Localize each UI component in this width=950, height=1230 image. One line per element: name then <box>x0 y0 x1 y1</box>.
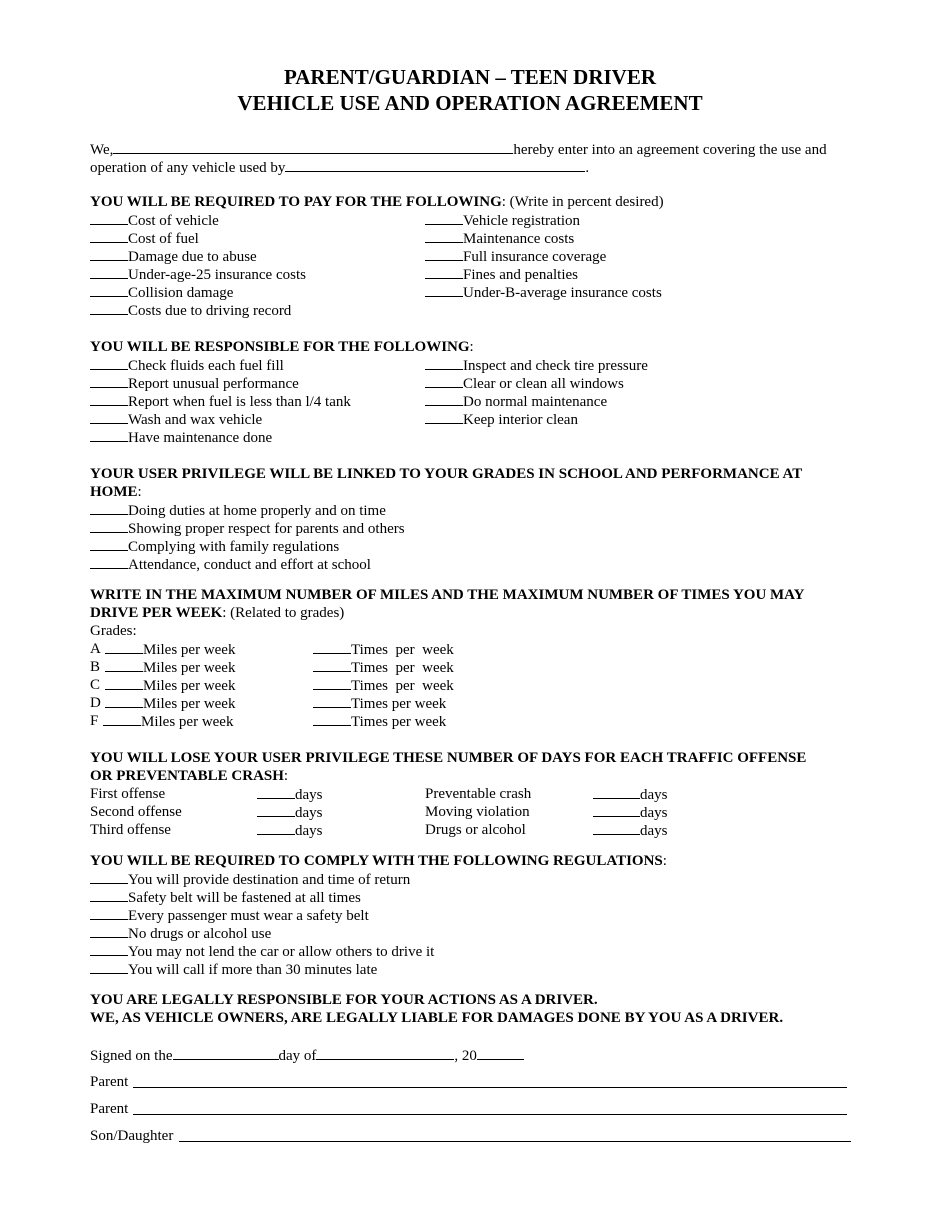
grades-label: Grades: <box>90 623 137 639</box>
list-item <box>425 283 825 301</box>
miles-heading-1: WRITE IN THE MAXIMUM NUMBER OF MILES AND THE MAXIMUM NUMBER OF TIMES YOU MAY <box>90 587 805 603</box>
miles-note: : (Related to grades) <box>222 605 345 621</box>
pay-left-column <box>90 211 425 319</box>
list-item <box>425 247 825 265</box>
days-label: days <box>640 823 668 839</box>
item-label: Collision damage <box>128 285 234 301</box>
item-label: You will call if more than 30 minutes late <box>128 962 378 978</box>
list-item <box>90 888 850 906</box>
agreement-form <box>90 64 850 1154</box>
signature-block <box>90 1046 850 1154</box>
signed-on-label: Signed on the <box>90 1048 173 1064</box>
list-item <box>90 211 425 229</box>
list-item <box>425 374 825 392</box>
list-item <box>425 229 825 247</box>
times-label: Times per week <box>351 660 454 676</box>
percent-blank[interactable] <box>425 265 463 279</box>
list-item <box>90 428 425 446</box>
miles-label: Miles per week <box>141 714 234 730</box>
days-blank[interactable] <box>593 803 640 817</box>
item-label: Damage due to abuse <box>128 249 257 265</box>
miles-blank[interactable] <box>105 640 143 654</box>
parent-signature-line-1 <box>90 1073 850 1100</box>
pay-right-column <box>425 211 825 319</box>
days-label: days <box>295 823 323 839</box>
names-blank[interactable] <box>113 140 513 154</box>
check-blank[interactable] <box>90 501 128 515</box>
check-blank[interactable] <box>425 356 463 370</box>
list-item <box>90 942 850 960</box>
item-label: Doing duties at home properly and on time <box>128 503 386 519</box>
table-row <box>90 694 850 712</box>
list-item <box>90 870 850 888</box>
days-blank[interactable] <box>257 803 295 817</box>
responsible-section <box>90 338 850 446</box>
check-blank[interactable] <box>90 870 128 884</box>
item-label: Under-B-average insurance costs <box>463 285 662 301</box>
item-label: Full insurance coverage <box>463 249 607 265</box>
title-line-2: VEHICLE USE AND OPERATION AGREEMENT <box>237 91 703 115</box>
table-row <box>90 821 850 839</box>
times-blank[interactable] <box>313 658 351 672</box>
item-label: Inspect and check tire pressure <box>463 358 648 374</box>
table-row <box>90 785 850 803</box>
item-label: Wash and wax vehicle <box>128 412 263 428</box>
title-line-1: PARENT/GUARDIAN – TEEN DRIVER <box>283 65 656 89</box>
miles-blank[interactable] <box>103 712 141 726</box>
list-item <box>90 229 425 247</box>
legal-notice <box>90 991 850 1027</box>
parent-signature-line-2 <box>90 1100 850 1127</box>
days-blank[interactable] <box>257 821 295 835</box>
days-blank[interactable] <box>593 785 640 799</box>
percent-blank[interactable] <box>425 247 463 261</box>
comply-heading: YOU WILL BE REQUIRED TO COMPLY WITH THE FOLLOWING REGULATIONS <box>90 853 663 869</box>
times-label: Times per week <box>351 696 447 712</box>
grade-letter: C <box>90 677 101 693</box>
intro-operation: operation of any vehicle used by <box>90 160 286 176</box>
table-row <box>90 676 850 694</box>
times-blank[interactable] <box>313 640 351 654</box>
son-daughter-signature-line <box>90 1127 850 1154</box>
percent-blank[interactable] <box>425 229 463 243</box>
check-blank[interactable] <box>90 924 128 938</box>
item-label: Keep interior clean <box>463 412 578 428</box>
list-item <box>90 519 850 537</box>
offense-label: Preventable crash <box>425 786 532 802</box>
percent-blank[interactable] <box>90 247 128 261</box>
miles-label: Miles per week <box>143 696 236 712</box>
days-label: days <box>295 805 323 821</box>
item-label: No drugs or alcohol use <box>128 926 272 942</box>
item-label: Fines and penalties <box>463 267 578 283</box>
list-item <box>90 537 850 555</box>
table-row <box>90 658 850 676</box>
year-blank[interactable] <box>477 1046 524 1060</box>
percent-blank[interactable] <box>425 283 463 297</box>
teen-name-blank[interactable] <box>285 158 585 172</box>
offense-label: Drugs or alcohol <box>425 822 526 838</box>
item-label: Attendance, conduct and effort at school <box>128 557 371 573</box>
miles-label: Miles per week <box>143 678 236 694</box>
item-label: Clear or clean all windows <box>463 376 624 392</box>
intro-enter: hereby enter into an agreement covering the use and <box>513 142 827 158</box>
day-of-label: day of <box>278 1048 317 1064</box>
offense-label: First offense <box>90 786 166 802</box>
percent-blank[interactable] <box>90 229 128 243</box>
check-blank[interactable] <box>90 410 128 424</box>
days-label: days <box>640 787 668 803</box>
check-blank[interactable] <box>90 356 128 370</box>
day-blank[interactable] <box>173 1046 279 1060</box>
page-title <box>90 64 850 116</box>
times-label: Times per week <box>351 714 447 730</box>
miles-label: Miles per week <box>143 660 236 676</box>
check-blank[interactable] <box>90 960 128 974</box>
son-daughter-signature-field[interactable] <box>179 1140 851 1142</box>
offense-label: Moving violation <box>425 804 530 820</box>
percent-blank[interactable] <box>90 283 128 297</box>
privilege-section <box>90 465 850 573</box>
responsible-right-column <box>425 356 825 446</box>
heading-colon: : <box>137 484 142 500</box>
list-item <box>90 501 850 519</box>
lose-heading-2: OR PREVENTABLE CRASH <box>90 768 284 784</box>
list-item <box>425 410 825 428</box>
parent-label: Parent <box>90 1101 129 1117</box>
privilege-heading-1: YOUR USER PRIVILEGE WILL BE LINKED TO YOUR GRADES IN SCHOOL AND PERFORMANCE AT <box>90 466 803 482</box>
list-item <box>90 374 425 392</box>
item-label: Cost of vehicle <box>128 213 219 229</box>
check-blank[interactable] <box>90 374 128 388</box>
intro-we: We, <box>90 142 114 158</box>
list-item <box>425 392 825 410</box>
item-label: Costs due to driving record <box>128 303 292 319</box>
item-label: Report unusual performance <box>128 376 299 392</box>
list-item <box>90 265 425 283</box>
list-item <box>90 301 425 319</box>
item-label: Complying with family regulations <box>128 539 340 555</box>
days-label: days <box>295 787 323 803</box>
percent-blank[interactable] <box>90 211 128 225</box>
grade-letter: A <box>90 641 101 657</box>
times-blank[interactable] <box>313 694 351 708</box>
lose-heading-1: YOU WILL LOSE YOUR USER PRIVILEGE THESE NUMBER OF DAYS FOR EACH TRAFFIC OFFENSE <box>90 750 807 766</box>
pay-note: : (Write in percent desired) <box>501 194 664 210</box>
times-label: Times per week <box>351 678 454 694</box>
offense-label: Second offense <box>90 804 182 820</box>
item-label: Cost of fuel <box>128 231 199 247</box>
list-item <box>90 960 850 978</box>
heading-colon: : <box>662 853 667 869</box>
son-daughter-label: Son/Daughter <box>90 1128 174 1144</box>
check-blank[interactable] <box>90 942 128 956</box>
list-item <box>90 247 425 265</box>
heading-colon: : <box>283 768 289 784</box>
miles-heading-2: DRIVE PER WEEK <box>90 605 223 621</box>
list-item <box>90 283 425 301</box>
list-item <box>90 906 850 924</box>
check-blank[interactable] <box>90 428 128 442</box>
list-item <box>425 211 825 229</box>
pay-heading: YOU WILL BE REQUIRED TO PAY FOR THE FOLLOWING <box>90 194 502 210</box>
pay-section <box>90 193 850 319</box>
percent-blank[interactable] <box>90 265 128 279</box>
table-row <box>90 712 850 730</box>
year-prefix: , 20 <box>454 1048 477 1064</box>
list-item <box>90 410 425 428</box>
privilege-heading-2: HOME <box>90 484 138 500</box>
check-blank[interactable] <box>425 410 463 424</box>
check-blank[interactable] <box>90 519 128 533</box>
list-item <box>90 555 850 573</box>
grade-letter: D <box>90 695 101 711</box>
days-label: days <box>640 805 668 821</box>
legal-line-2: WE, AS VEHICLE OWNERS, ARE LEGALLY LIABLE FOR DAMAGES DONE BY YOU AS A DRIVER. <box>90 1010 784 1026</box>
comply-section <box>90 852 850 978</box>
lose-privilege-section <box>90 749 850 839</box>
list-item <box>90 392 425 410</box>
miles-blank[interactable] <box>105 658 143 672</box>
check-blank[interactable] <box>425 374 463 388</box>
percent-blank[interactable] <box>90 301 128 315</box>
list-item <box>425 265 825 283</box>
times-blank[interactable] <box>313 712 351 726</box>
legal-line-1: YOU ARE LEGALLY RESPONSIBLE FOR YOUR ACTIONS AS A DRIVER. <box>90 992 598 1008</box>
item-label: Check fluids each fuel fill <box>128 358 284 374</box>
check-blank[interactable] <box>90 392 128 406</box>
times-blank[interactable] <box>313 676 351 690</box>
miles-section <box>90 586 850 730</box>
check-blank[interactable] <box>90 888 128 902</box>
item-label: Maintenance costs <box>463 231 575 247</box>
percent-blank[interactable] <box>425 211 463 225</box>
intro-paragraph <box>90 140 850 176</box>
item-label: Report when fuel is less than l/4 tank <box>128 394 351 410</box>
intro-period: . <box>585 160 590 176</box>
item-label: Every passenger must wear a safety belt <box>128 908 369 924</box>
item-label: Do normal maintenance <box>463 394 608 410</box>
check-blank[interactable] <box>425 392 463 406</box>
responsible-heading: YOU WILL BE RESPONSIBLE FOR THE FOLLOWING <box>90 339 470 355</box>
grade-letter: B <box>90 659 101 675</box>
item-label: You may not lend the car or allow others to drive it <box>128 944 435 960</box>
month-blank[interactable] <box>316 1046 454 1060</box>
grade-letter: F <box>90 713 99 729</box>
parent-signature-field[interactable] <box>133 1086 847 1088</box>
check-blank[interactable] <box>90 555 128 569</box>
offense-label: Third offense <box>90 822 171 838</box>
days-blank[interactable] <box>257 785 295 799</box>
list-item <box>90 356 425 374</box>
list-item <box>425 356 825 374</box>
table-row <box>90 640 850 658</box>
check-blank[interactable] <box>90 537 128 551</box>
days-blank[interactable] <box>593 821 640 835</box>
responsible-left-column <box>90 356 425 446</box>
times-label: Times per week <box>351 642 454 658</box>
item-label: Have maintenance done <box>128 430 273 446</box>
item-label: Showing proper respect for parents and others <box>128 521 405 537</box>
check-blank[interactable] <box>90 906 128 920</box>
item-label: Vehicle registration <box>463 213 581 229</box>
list-item <box>90 924 850 942</box>
item-label: Under-age-25 insurance costs <box>128 267 306 283</box>
item-label: Safety belt will be fastened at all times <box>128 890 361 906</box>
item-label: You will provide destination and time of return <box>128 872 411 888</box>
parent-label: Parent <box>90 1074 129 1090</box>
parent-signature-field[interactable] <box>133 1113 847 1115</box>
heading-colon: : <box>469 339 474 355</box>
table-row <box>90 803 850 821</box>
miles-blank[interactable] <box>105 676 143 690</box>
miles-label: Miles per week <box>143 642 236 658</box>
miles-blank[interactable] <box>105 694 143 708</box>
